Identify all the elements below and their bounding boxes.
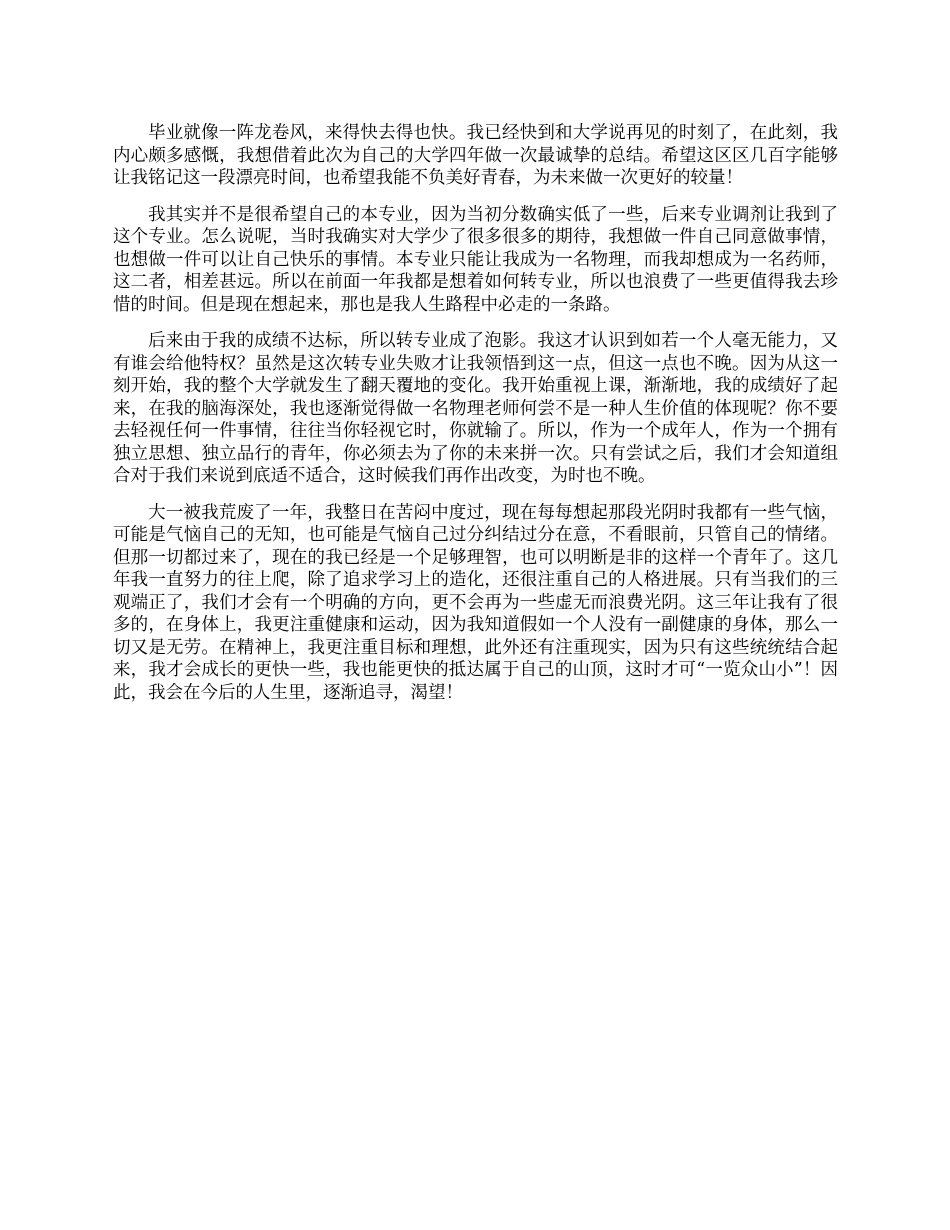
paragraph-3: 后来由于我的成绩不达标，所以转专业成了泡影。我这才认识到如若一个人毫无能力，又有谁会给他特权？虽然是这次转专业失败才让我领悟到这一点，但这一点也不晚。因为从这一刻开始，我的整个大学就发生了翻天覆地的变化。我开始重视上课，渐渐地，我的成绩好了起来，在我的脑海深处，我也逐渐觉得做一名物理老师何尝不是一种人生价值的体现呢？你不要去轻视任何一件事情，往往当你轻视它时，你就输了。所以，作为一个成年人，作为一个拥有独立思想、独立品行的青年，你必须去为了你的未来拼一次。只有尝试之后，我们才会知道组合对于我们来说到底适不适合，这时候我们再作出改变，为时也不晚。 <box>113 331 838 486</box>
paragraph-4: 大一被我荒废了一年，我整日在苦闷中度过，现在每每想起那段光阴时我都有一些气恼，可能是气恼自己的无知，也可能是气恼自己过分纠结过分在意，不看眼前，只管自己的情绪。但那一切都过来了，现在的我已经是一个足够理智，也可以明断是非的这样一个青年了。这几年我一直努力的往上爬，除了追求学习上的造化，还很注重自己的人格进展。只有当我们的三观端正了，我们才会有一个明确的方向，更不会再为一些虚无而浪费光阴。这三年让我有了很多的，在身体上，我更注重健康和运动，因为我知道假如一个人没有一副健康的身体，那么一切又是无劳。在精神上，我更注重目标和理想，此外还有注重现实，因为只有这些统统结合起来，我才会成长的更快一些，我也能更快的抵达属于自己的山顶，这时才可“一览众山小”！因此，我会在今后的人生里，逐渐追寻，渴望！ <box>113 502 838 703</box>
paragraph-1: 毕业就像一阵龙卷风，来得快去得也快。我已经快到和大学说再见的时刻了，在此刻，我内心颇多感慨，我想借着此次为自己的大学四年做一次最诚挚的总结。希望这区区几百字能够让我铭记这一段漂亮时间，也希望我能不负美好青春，为未来做一次更好的较量！ <box>113 123 838 188</box>
paragraph-2: 我其实并不是很希望自己的本专业，因为当初分数确实低了一些，后来专业调剂让我到了这个专业。怎么说呢，当时我确实对大学少了很多很多的期待，我想做一件自己同意做事情，也想做一件可以让自己快乐的事情。本专业只能让我成为一名物理，而我却想成为一名药师，这二者，相差甚远。所以在前面一年我都是想着如何转专业，所以也浪费了一些更值得我去珍惜的时间。但是现在想起来，那也是我人生路程中必走的一条路。 <box>113 204 838 315</box>
document-body <box>113 122 838 718</box>
